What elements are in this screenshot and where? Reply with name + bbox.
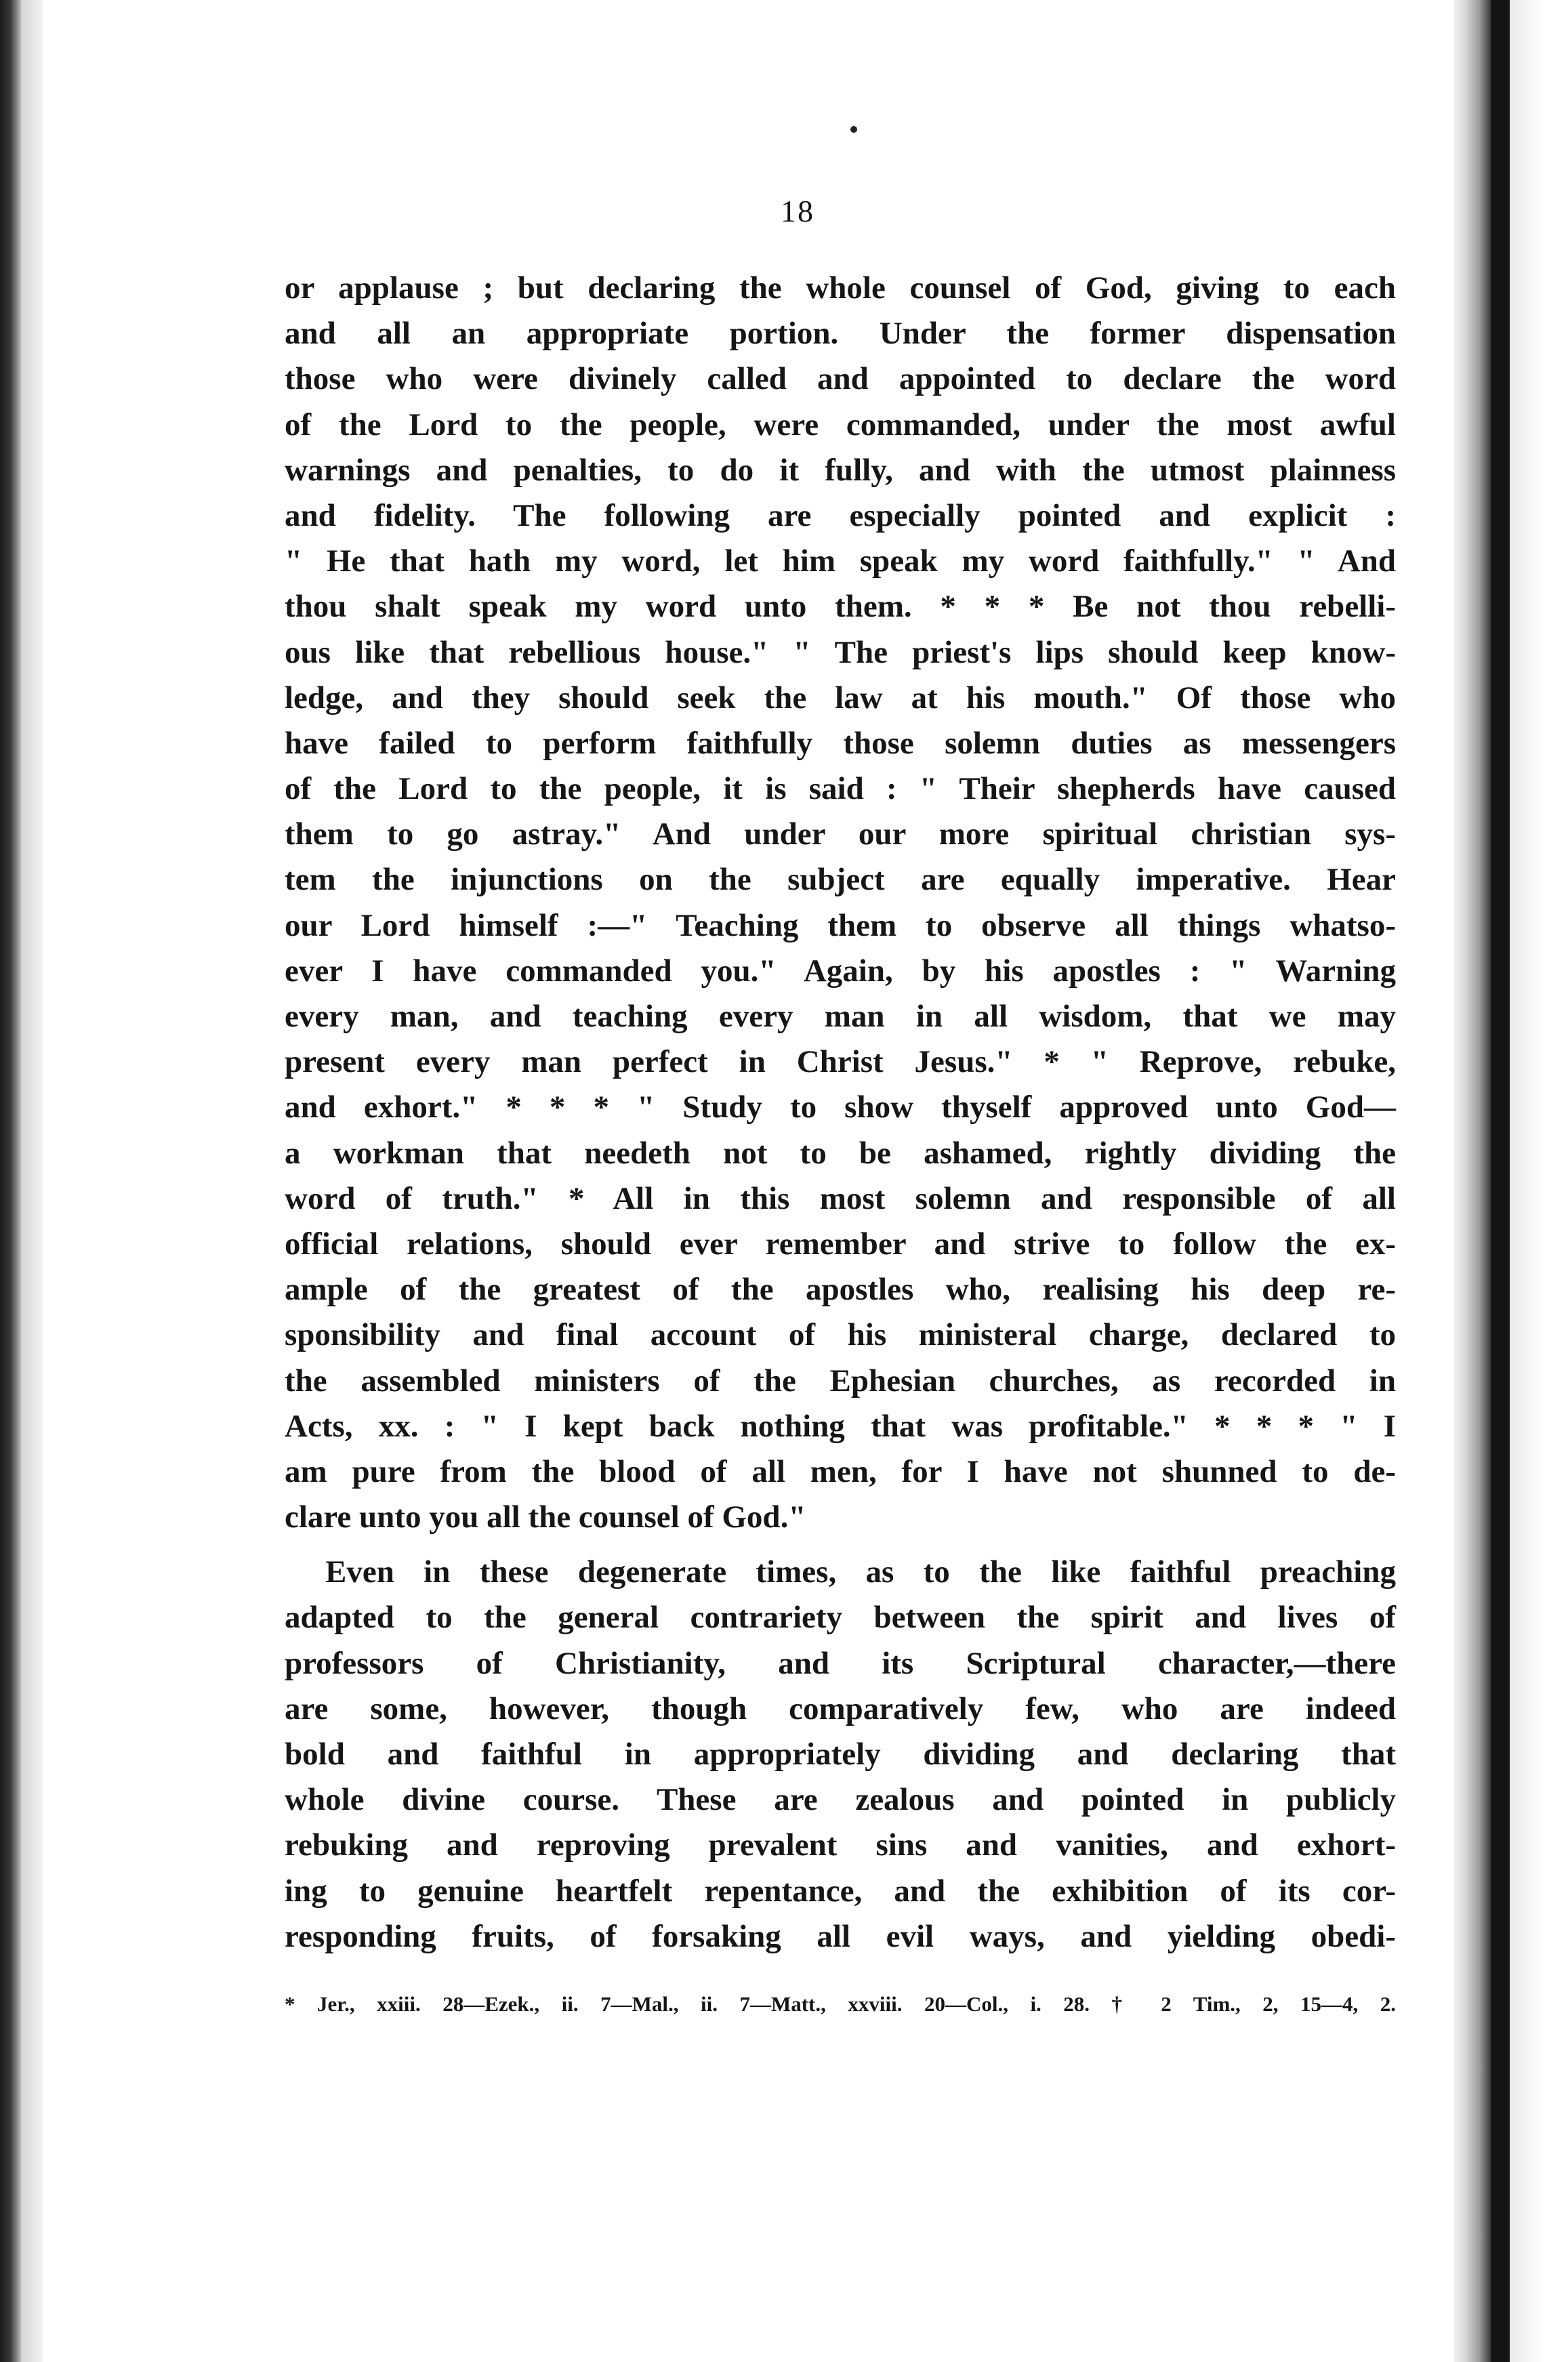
text-line: ever I have commanded you." Again, by his apostles : " Warning xyxy=(285,953,1396,989)
text-line: and exhort." * * * " Study to show thyself approved unto God— xyxy=(285,1090,1396,1125)
text-line: clare unto you all the counsel of God." xyxy=(285,1499,806,1535)
text-line: am pure from the blood of all men, for I have not shunned to de- xyxy=(285,1453,1396,1489)
text-line: Acts, xx. : " I kept back nothing that was profitable." * * * " I xyxy=(285,1408,1396,1444)
scan-right-gutter xyxy=(1454,0,1491,2362)
text-line: responding fruits, of forsaking all evil ways, and yielding obedi- xyxy=(285,1918,1396,1954)
text-line: the assembled ministers of the Ephesian churches, as recorded in xyxy=(285,1363,1396,1398)
text-line: are some, however, though comparatively few, who are indeed xyxy=(285,1691,1396,1726)
paragraph-2 xyxy=(285,1550,1396,1960)
text-line: of the Lord to the people, were commanded, under the most awful xyxy=(285,407,1396,442)
footnote: * Jer., xxiii. 28—Ezek., ii. 7—Mal., ii. 7—Matt., xxviii. 20—Col., i. 28. † 2 Tim., 2, 15—4, 2. xyxy=(285,1992,1396,2016)
ink-speck xyxy=(850,126,857,133)
scan-left-shadow xyxy=(0,0,23,2362)
text-line: and all an appropriate portion. Under the former dispensation xyxy=(285,316,1396,352)
page-number: 18 xyxy=(781,194,814,228)
text-line: rebuking and reproving prevalent sins and vanities, and exhort- xyxy=(285,1827,1396,1863)
text-line: professors of Christianity, and its Scriptural character,—there xyxy=(285,1645,1396,1681)
text-line: adapted to the general contrariety between the spirit and lives of xyxy=(285,1600,1396,1636)
text-line: every man, and teaching every man in all wisdom, that we may xyxy=(285,999,1396,1034)
text-line: those who were divinely called and appointed to declare the word xyxy=(285,361,1396,397)
text-line: word of truth." * All in this most solemn and responsible of all xyxy=(285,1180,1396,1216)
text-line: a workman that needeth not to be ashamed, rightly dividing the xyxy=(285,1135,1396,1171)
text-line: our Lord himself :—" Teaching them to observe all things whatso- xyxy=(285,907,1396,943)
body-text xyxy=(285,266,1396,1960)
text-line: ous like that rebellious house." " The priest's lips should keep know- xyxy=(285,634,1396,670)
text-line: them to go astray." And under our more spiritual christian sys- xyxy=(285,816,1396,852)
text-line: of the Lord to the people, it is said : " Their shepherds have caused xyxy=(285,771,1396,807)
text-line: present every man perfect in Christ Jesus." * " Reprove, rebuke, xyxy=(285,1044,1396,1080)
text-line: Even in these degenerate times, as to the like faithful preaching xyxy=(325,1554,1396,1590)
text-line: sponsibility and final account of his ministeral charge, declared to xyxy=(285,1317,1396,1353)
text-line: ledge, and they should seek the law at his mouth." Of those who xyxy=(285,680,1396,716)
text-line: official relations, should ever remember and strive to follow the ex- xyxy=(285,1226,1396,1262)
text-line: thou shalt speak my word unto them. * * * Be not thou rebelli- xyxy=(285,589,1396,625)
scan-next-page-edge xyxy=(1510,0,1568,2362)
paragraph-gap xyxy=(285,1540,1396,1550)
text-line: or applause ; but declaring the whole counsel of God, giving to each xyxy=(285,270,1396,306)
text-line: " He that hath my word, let him speak my word faithfully." " And xyxy=(285,543,1396,579)
text-line: have failed to perform faithfully those solemn duties as messengers xyxy=(285,725,1396,761)
text-line: tem the injunctions on the subject are equally imperative. Hear xyxy=(285,862,1396,898)
text-line: ample of the greatest of the apostles who, realising his deep re- xyxy=(285,1272,1396,1308)
text-line: warnings and penalties, to do it fully, and with the utmost plainness xyxy=(285,452,1396,488)
scan-binding-edge xyxy=(1491,0,1510,2362)
text-line: whole divine course. These are zealous and pointed in publicly xyxy=(285,1782,1396,1818)
scan-left-margin xyxy=(23,0,43,2362)
text-line: ing to genuine heartfelt repentance, and the exhibition of its cor- xyxy=(285,1873,1396,1909)
text-line: and fidelity. The following are especially pointed and explicit : xyxy=(285,497,1396,533)
paragraph-1 xyxy=(285,266,1396,1540)
text-line: bold and faithful in appropriately dividing and declaring that xyxy=(285,1737,1396,1772)
